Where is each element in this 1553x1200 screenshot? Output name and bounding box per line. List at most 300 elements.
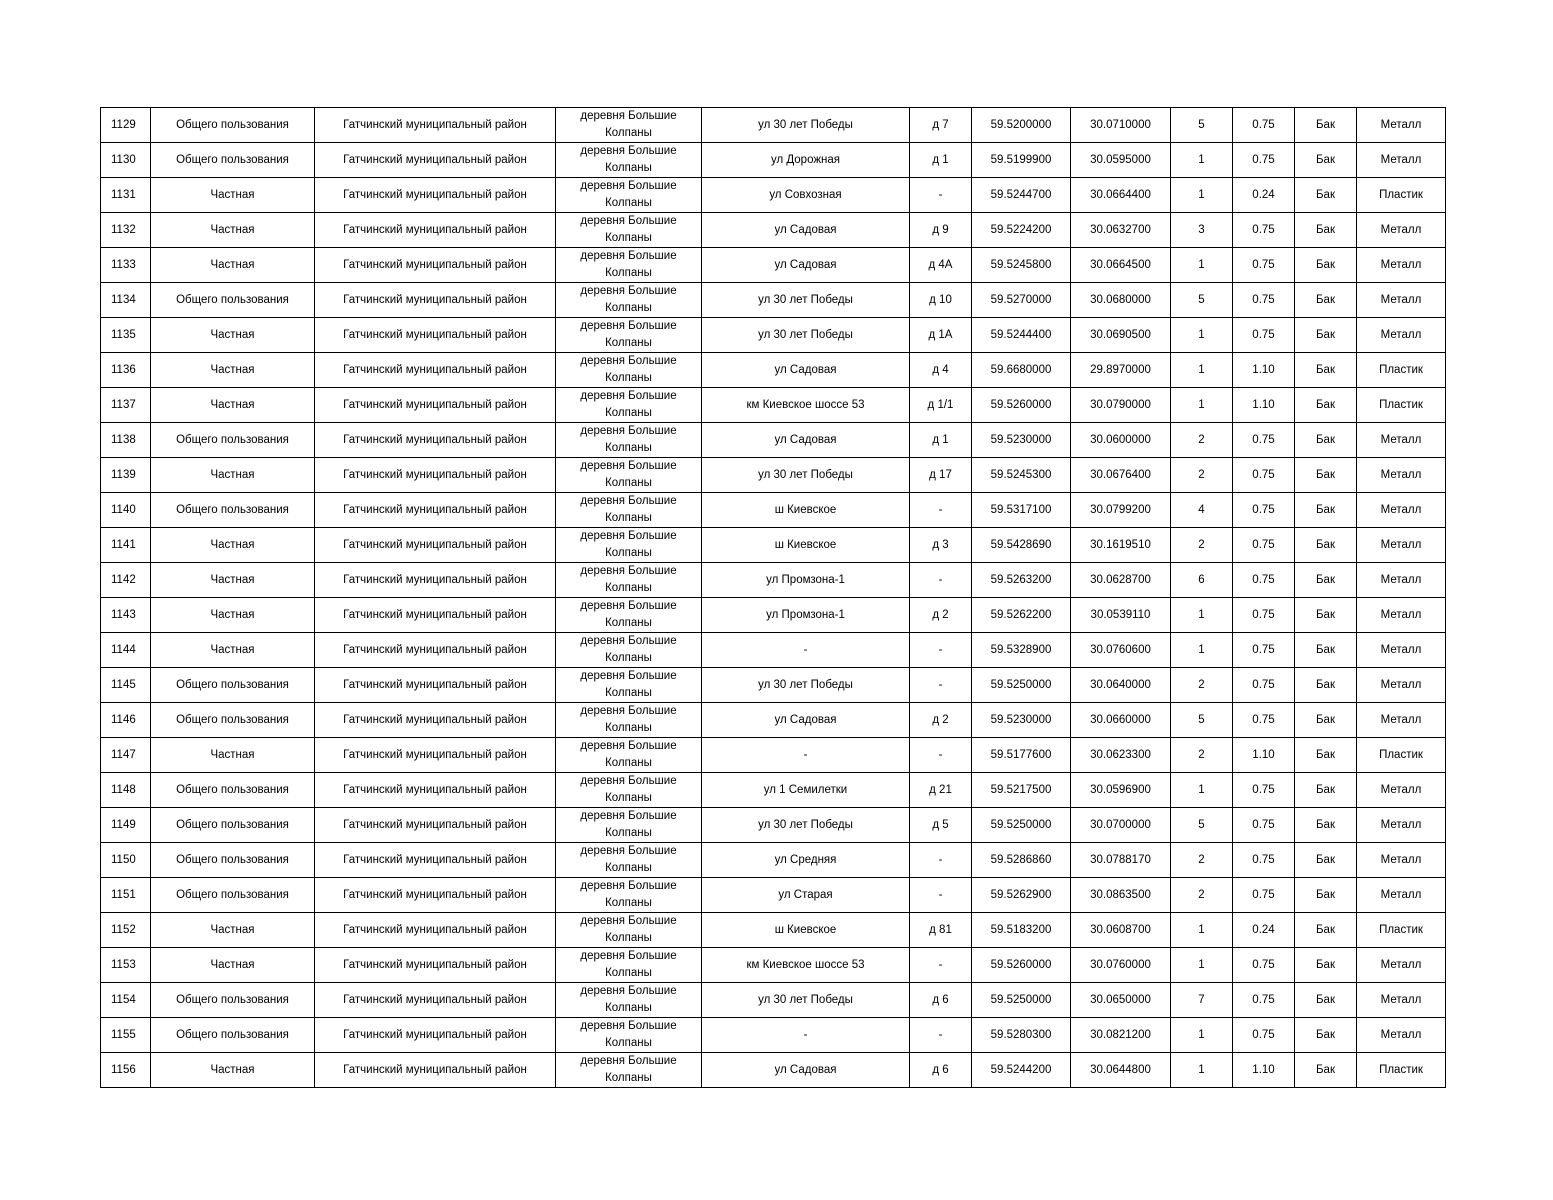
house-cell: д 10 [910,283,972,318]
settlement-cell: деревня Большие Колпаны [556,983,702,1018]
street-cell: ул Садовая [702,213,910,248]
material-cell: Металл [1357,283,1446,318]
material-cell: Металл [1357,248,1446,283]
longitude-cell: 30.0664500 [1071,248,1171,283]
container-type-cell: Бак [1295,318,1357,353]
district-cell: Гатчинский муниципальный район [315,878,556,913]
settlement-cell: деревня Большие Колпаны [556,388,702,423]
row-number-cell: 1129 [101,108,151,143]
settlement-cell: деревня Большие Колпаны [556,738,702,773]
table-row [101,738,1446,773]
row-number-cell: 1143 [101,598,151,633]
ownership-cell: Общего пользования [151,423,315,458]
longitude-cell: 30.0676400 [1071,458,1171,493]
district-cell: Гатчинский муниципальный район [315,423,556,458]
material-cell: Металл [1357,213,1446,248]
material-cell: Металл [1357,808,1446,843]
street-cell: ул Промзона-1 [702,563,910,598]
container-count-cell: 2 [1171,738,1233,773]
container-count-cell: 1 [1171,948,1233,983]
volume-cell: 0.75 [1233,598,1295,633]
container-type-cell: Бак [1295,143,1357,178]
material-cell: Металл [1357,1018,1446,1053]
district-cell: Гатчинский муниципальный район [315,843,556,878]
house-cell: д 2 [910,598,972,633]
container-count-cell: 3 [1171,213,1233,248]
longitude-cell: 30.0640000 [1071,668,1171,703]
table-row [101,773,1446,808]
volume-cell: 0.75 [1233,423,1295,458]
container-type-cell: Бак [1295,773,1357,808]
ownership-cell: Общего пользования [151,283,315,318]
ownership-cell: Общего пользования [151,108,315,143]
row-number-cell: 1149 [101,808,151,843]
house-cell: - [910,668,972,703]
table-row [101,598,1446,633]
ownership-cell: Частная [151,948,315,983]
latitude-cell: 59.5177600 [972,738,1071,773]
table-row [101,878,1446,913]
settlement-cell: деревня Большие Колпаны [556,528,702,563]
container-count-cell: 2 [1171,878,1233,913]
material-cell: Металл [1357,423,1446,458]
settlement-cell: деревня Большие Колпаны [556,493,702,528]
row-number-cell: 1134 [101,283,151,318]
street-cell: ул 30 лет Победы [702,668,910,703]
street-cell: ул Дорожная [702,143,910,178]
district-cell: Гатчинский муниципальный район [315,528,556,563]
longitude-cell: 30.0539110 [1071,598,1171,633]
volume-cell: 1.10 [1233,353,1295,388]
table-row [101,633,1446,668]
longitude-cell: 30.0595000 [1071,143,1171,178]
ownership-cell: Общего пользования [151,878,315,913]
street-cell: ул 30 лет Победы [702,283,910,318]
volume-cell: 0.75 [1233,143,1295,178]
container-count-cell: 1 [1171,1018,1233,1053]
material-cell: Пластик [1357,388,1446,423]
house-cell: - [910,563,972,598]
house-cell: д 5 [910,808,972,843]
container-count-cell: 1 [1171,633,1233,668]
table-row [101,283,1446,318]
ownership-cell: Частная [151,213,315,248]
longitude-cell: 30.0628700 [1071,563,1171,598]
latitude-cell: 59.6680000 [972,353,1071,388]
longitude-cell: 30.0788170 [1071,843,1171,878]
settlement-cell: деревня Большие Колпаны [556,1053,702,1088]
ownership-cell: Общего пользования [151,143,315,178]
container-count-cell: 2 [1171,528,1233,563]
volume-cell: 0.75 [1233,283,1295,318]
latitude-cell: 59.5230000 [972,423,1071,458]
district-cell: Гатчинский муниципальный район [315,493,556,528]
longitude-cell: 29.8970000 [1071,353,1171,388]
row-number-cell: 1154 [101,983,151,1018]
ownership-cell: Частная [151,248,315,283]
container-count-cell: 1 [1171,248,1233,283]
street-cell: ул 30 лет Победы [702,318,910,353]
row-number-cell: 1146 [101,703,151,738]
settlement-cell: деревня Большие Колпаны [556,913,702,948]
container-type-cell: Бак [1295,913,1357,948]
table-row [101,668,1446,703]
volume-cell: 1.10 [1233,388,1295,423]
container-type-cell: Бак [1295,213,1357,248]
settlement-cell: деревня Большие Колпаны [556,213,702,248]
settlement-cell: деревня Большие Колпаны [556,143,702,178]
material-cell: Пластик [1357,738,1446,773]
house-cell: д 6 [910,1053,972,1088]
latitude-cell: 59.5260000 [972,388,1071,423]
table-row [101,948,1446,983]
row-number-cell: 1151 [101,878,151,913]
settlement-cell: деревня Большие Колпаны [556,423,702,458]
longitude-cell: 30.0664400 [1071,178,1171,213]
row-number-cell: 1137 [101,388,151,423]
settlement-cell: деревня Большие Колпаны [556,633,702,668]
container-type-cell: Бак [1295,598,1357,633]
ownership-cell: Общего пользования [151,703,315,738]
house-cell: д 6 [910,983,972,1018]
settlement-cell: деревня Большие Колпаны [556,948,702,983]
latitude-cell: 59.5217500 [972,773,1071,808]
street-cell: ул 30 лет Победы [702,808,910,843]
district-cell: Гатчинский муниципальный район [315,948,556,983]
longitude-cell: 30.0680000 [1071,283,1171,318]
container-count-cell: 7 [1171,983,1233,1018]
container-type-cell: Бак [1295,843,1357,878]
district-cell: Гатчинский муниципальный район [315,458,556,493]
table-row [101,913,1446,948]
volume-cell: 0.24 [1233,178,1295,213]
settlement-cell: деревня Большие Колпаны [556,178,702,213]
row-number-cell: 1131 [101,178,151,213]
volume-cell: 0.75 [1233,843,1295,878]
material-cell: Пластик [1357,353,1446,388]
house-cell: д 7 [910,108,972,143]
container-type-cell: Бак [1295,248,1357,283]
house-cell: - [910,738,972,773]
street-cell: - [702,738,910,773]
row-number-cell: 1152 [101,913,151,948]
volume-cell: 0.75 [1233,563,1295,598]
material-cell: Металл [1357,668,1446,703]
settlement-cell: деревня Большие Колпаны [556,283,702,318]
container-count-cell: 1 [1171,143,1233,178]
district-cell: Гатчинский муниципальный район [315,283,556,318]
longitude-cell: 30.0644800 [1071,1053,1171,1088]
container-count-cell: 5 [1171,703,1233,738]
container-count-cell: 1 [1171,318,1233,353]
house-cell: д 17 [910,458,972,493]
ownership-cell: Частная [151,318,315,353]
settlement-cell: деревня Большие Колпаны [556,248,702,283]
row-number-cell: 1155 [101,1018,151,1053]
ownership-cell: Частная [151,353,315,388]
row-number-cell: 1130 [101,143,151,178]
longitude-cell: 30.0608700 [1071,913,1171,948]
volume-cell: 0.75 [1233,248,1295,283]
longitude-cell: 30.0863500 [1071,878,1171,913]
table-row [101,808,1446,843]
settlement-cell: деревня Большие Колпаны [556,808,702,843]
street-cell: ул 30 лет Победы [702,458,910,493]
volume-cell: 0.75 [1233,773,1295,808]
container-count-cell: 2 [1171,843,1233,878]
street-cell: ул Средняя [702,843,910,878]
table-row [101,143,1446,178]
material-cell: Металл [1357,493,1446,528]
table-row [101,423,1446,458]
table-row [101,248,1446,283]
material-cell: Пластик [1357,913,1446,948]
material-cell: Металл [1357,598,1446,633]
district-cell: Гатчинский муниципальный район [315,143,556,178]
street-cell: - [702,1018,910,1053]
house-cell: д 3 [910,528,972,563]
district-cell: Гатчинский муниципальный район [315,773,556,808]
container-count-cell: 1 [1171,1053,1233,1088]
material-cell: Металл [1357,318,1446,353]
row-number-cell: 1150 [101,843,151,878]
ownership-cell: Частная [151,738,315,773]
container-count-cell: 1 [1171,388,1233,423]
material-cell: Металл [1357,983,1446,1018]
latitude-cell: 59.5250000 [972,808,1071,843]
container-type-cell: Бак [1295,388,1357,423]
volume-cell: 0.75 [1233,108,1295,143]
table-row [101,493,1446,528]
row-number-cell: 1156 [101,1053,151,1088]
container-type-cell: Бак [1295,1018,1357,1053]
table-row [101,1018,1446,1053]
district-cell: Гатчинский муниципальный район [315,1018,556,1053]
latitude-cell: 59.5245800 [972,248,1071,283]
container-type-cell: Бак [1295,983,1357,1018]
table-row [101,353,1446,388]
latitude-cell: 59.5286860 [972,843,1071,878]
street-cell: ш Киевское [702,528,910,563]
district-cell: Гатчинский муниципальный район [315,1053,556,1088]
row-number-cell: 1142 [101,563,151,598]
table-row [101,108,1446,143]
row-number-cell: 1139 [101,458,151,493]
district-cell: Гатчинский муниципальный район [315,353,556,388]
row-number-cell: 1141 [101,528,151,563]
longitude-cell: 30.0700000 [1071,808,1171,843]
district-cell: Гатчинский муниципальный район [315,318,556,353]
container-type-cell: Бак [1295,423,1357,458]
street-cell: ул Садовая [702,423,910,458]
container-count-cell: 2 [1171,668,1233,703]
container-count-cell: 1 [1171,353,1233,388]
street-cell: км Киевское шоссе 53 [702,948,910,983]
latitude-cell: 59.5224200 [972,213,1071,248]
house-cell: - [910,843,972,878]
settlement-cell: деревня Большие Колпаны [556,878,702,913]
ownership-cell: Частная [151,563,315,598]
settlement-cell: деревня Большие Колпаны [556,773,702,808]
row-number-cell: 1145 [101,668,151,703]
house-cell: - [910,948,972,983]
latitude-cell: 59.5317100 [972,493,1071,528]
volume-cell: 0.75 [1233,668,1295,703]
container-count-cell: 5 [1171,808,1233,843]
table-row [101,528,1446,563]
latitude-cell: 59.5244700 [972,178,1071,213]
latitude-cell: 59.5200000 [972,108,1071,143]
house-cell: - [910,1018,972,1053]
district-cell: Гатчинский муниципальный район [315,983,556,1018]
district-cell: Гатчинский муниципальный район [315,388,556,423]
container-count-cell: 5 [1171,108,1233,143]
latitude-cell: 59.5428690 [972,528,1071,563]
house-cell: д 1 [910,143,972,178]
longitude-cell: 30.0799200 [1071,493,1171,528]
ownership-cell: Частная [151,528,315,563]
material-cell: Металл [1357,878,1446,913]
ownership-cell: Частная [151,458,315,493]
volume-cell: 0.75 [1233,458,1295,493]
ownership-cell: Общего пользования [151,668,315,703]
volume-cell: 0.75 [1233,703,1295,738]
district-cell: Гатчинский муниципальный район [315,808,556,843]
ownership-cell: Общего пользования [151,773,315,808]
material-cell: Металл [1357,633,1446,668]
district-cell: Гатчинский муниципальный район [315,703,556,738]
material-cell: Металл [1357,563,1446,598]
settlement-cell: деревня Большие Колпаны [556,703,702,738]
container-count-cell: 6 [1171,563,1233,598]
container-sites-table [100,107,1446,1088]
latitude-cell: 59.5263200 [972,563,1071,598]
house-cell: - [910,178,972,213]
ownership-cell: Общего пользования [151,1018,315,1053]
longitude-cell: 30.0760000 [1071,948,1171,983]
container-type-cell: Бак [1295,178,1357,213]
container-type-cell: Бак [1295,633,1357,668]
latitude-cell: 59.5270000 [972,283,1071,318]
ownership-cell: Частная [151,598,315,633]
table-row [101,458,1446,493]
container-type-cell: Бак [1295,283,1357,318]
table-row [101,178,1446,213]
longitude-cell: 30.0710000 [1071,108,1171,143]
volume-cell: 1.10 [1233,1053,1295,1088]
container-type-cell: Бак [1295,528,1357,563]
container-type-cell: Бак [1295,458,1357,493]
volume-cell: 0.75 [1233,493,1295,528]
settlement-cell: деревня Большие Колпаны [556,353,702,388]
longitude-cell: 30.0660000 [1071,703,1171,738]
volume-cell: 0.75 [1233,213,1295,248]
container-count-cell: 2 [1171,458,1233,493]
container-type-cell: Бак [1295,808,1357,843]
table-row [101,388,1446,423]
street-cell: ул Садовая [702,1053,910,1088]
district-cell: Гатчинский муниципальный район [315,913,556,948]
material-cell: Металл [1357,948,1446,983]
container-type-cell: Бак [1295,948,1357,983]
house-cell: д 2 [910,703,972,738]
container-type-cell: Бак [1295,493,1357,528]
street-cell: ул 30 лет Победы [702,108,910,143]
street-cell: км Киевское шоссе 53 [702,388,910,423]
container-count-cell: 5 [1171,283,1233,318]
container-count-cell: 1 [1171,913,1233,948]
street-cell: ул Промзона-1 [702,598,910,633]
latitude-cell: 59.5328900 [972,633,1071,668]
house-cell: д 1 [910,423,972,458]
district-cell: Гатчинский муниципальный район [315,248,556,283]
latitude-cell: 59.5250000 [972,983,1071,1018]
settlement-cell: деревня Большие Колпаны [556,318,702,353]
district-cell: Гатчинский муниципальный район [315,563,556,598]
container-type-cell: Бак [1295,668,1357,703]
ownership-cell: Частная [151,633,315,668]
material-cell: Пластик [1357,178,1446,213]
district-cell: Гатчинский муниципальный район [315,738,556,773]
settlement-cell: деревня Большие Колпаны [556,668,702,703]
latitude-cell: 59.5244400 [972,318,1071,353]
container-count-cell: 1 [1171,178,1233,213]
container-count-cell: 4 [1171,493,1233,528]
row-number-cell: 1132 [101,213,151,248]
material-cell: Металл [1357,528,1446,563]
container-type-cell: Бак [1295,878,1357,913]
settlement-cell: деревня Большие Колпаны [556,563,702,598]
table-row [101,983,1446,1018]
container-type-cell: Бак [1295,563,1357,598]
material-cell: Металл [1357,108,1446,143]
latitude-cell: 59.5183200 [972,913,1071,948]
ownership-cell: Частная [151,388,315,423]
settlement-cell: деревня Большие Колпаны [556,108,702,143]
material-cell: Металл [1357,458,1446,493]
house-cell: д 21 [910,773,972,808]
row-number-cell: 1148 [101,773,151,808]
row-number-cell: 1147 [101,738,151,773]
container-type-cell: Бак [1295,738,1357,773]
street-cell: ул Садовая [702,703,910,738]
longitude-cell: 30.0760600 [1071,633,1171,668]
house-cell: д 81 [910,913,972,948]
row-number-cell: 1153 [101,948,151,983]
longitude-cell: 30.0600000 [1071,423,1171,458]
row-number-cell: 1138 [101,423,151,458]
ownership-cell: Общего пользования [151,493,315,528]
settlement-cell: деревня Большие Колпаны [556,458,702,493]
district-cell: Гатчинский муниципальный район [315,178,556,213]
street-cell: ул Садовая [702,248,910,283]
container-type-cell: Бак [1295,108,1357,143]
row-number-cell: 1136 [101,353,151,388]
street-cell: ул Садовая [702,353,910,388]
house-cell: - [910,633,972,668]
row-number-cell: 1144 [101,633,151,668]
longitude-cell: 30.0650000 [1071,983,1171,1018]
longitude-cell: 30.0790000 [1071,388,1171,423]
ownership-cell: Частная [151,1053,315,1088]
latitude-cell: 59.5199900 [972,143,1071,178]
volume-cell: 0.24 [1233,913,1295,948]
house-cell: д 1/1 [910,388,972,423]
container-count-cell: 1 [1171,598,1233,633]
longitude-cell: 30.0596900 [1071,773,1171,808]
volume-cell: 0.75 [1233,808,1295,843]
latitude-cell: 59.5245300 [972,458,1071,493]
